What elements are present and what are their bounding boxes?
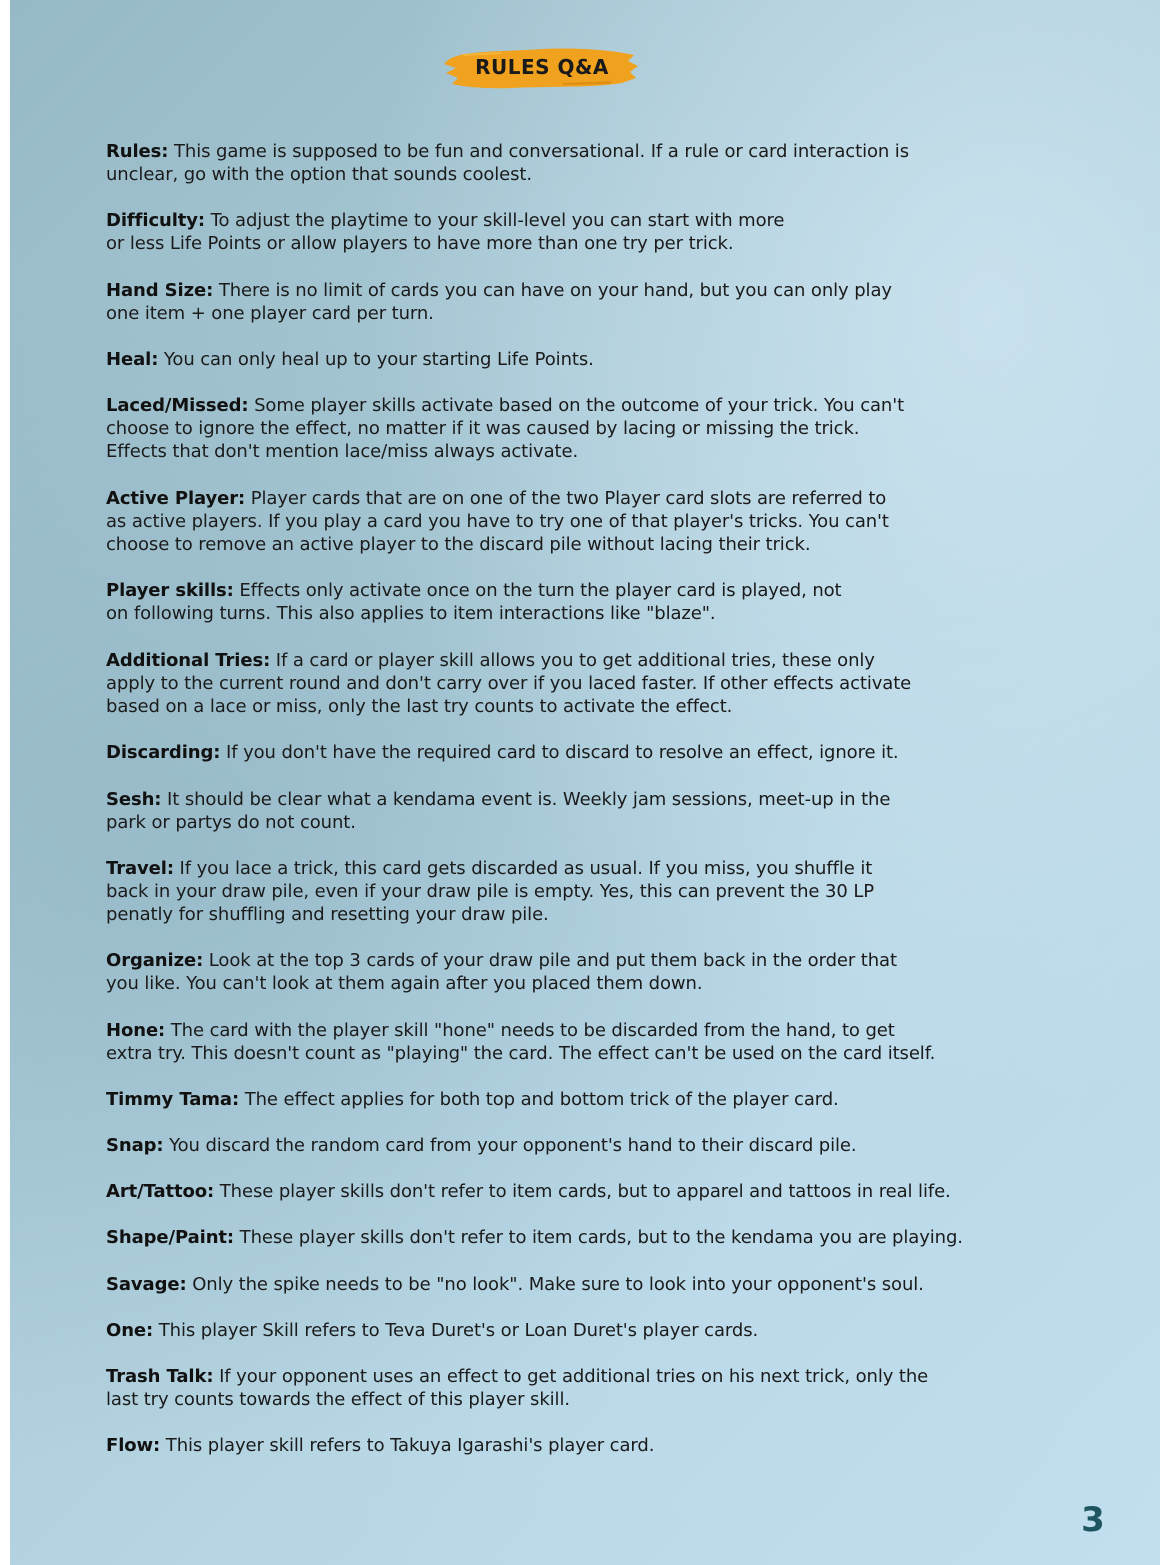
rule-text: one item + one player card per turn. bbox=[106, 303, 434, 325]
rule-text: If you don't have the required card to discard to resolve an effect, ignore it. bbox=[220, 742, 899, 763]
rule-sesh bbox=[106, 788, 1096, 834]
rule-text: park or partys do not count. bbox=[106, 812, 356, 834]
rule-text: This game is supposed to be fun and conversational. If a rule or card interaction is bbox=[168, 141, 909, 162]
rule-text: penatly for shuffling and resetting your draw pile. bbox=[106, 904, 549, 926]
rule-difficulty bbox=[106, 209, 1096, 255]
rule-text: apply to the current round and don't carry over if you laced faster. If other effects activate bbox=[106, 673, 912, 695]
rule-text: If you lace a trick, this card gets discarded as usual. If you miss, you shuffle it bbox=[173, 858, 873, 879]
rule-text: Only the spike needs to be "no look". Make sure to look into your opponent's soul. bbox=[186, 1274, 924, 1295]
page-title-banner bbox=[442, 42, 642, 94]
rule-term: Heal: bbox=[106, 349, 159, 370]
rule-term: Savage: bbox=[106, 1274, 187, 1295]
page-title: RULES Q&A bbox=[475, 55, 609, 79]
rule-term: Travel: bbox=[106, 858, 174, 879]
rule-text: Look at the top 3 cards of your draw pile and put them back in the order that bbox=[203, 950, 897, 971]
rule-text: The effect applies for both top and bottom trick of the player card. bbox=[239, 1089, 839, 1110]
rule-term: Sesh: bbox=[106, 789, 162, 810]
rule-text: Effects only activate once on the turn the player card is played, not bbox=[233, 580, 842, 601]
rule-text: You can only heal up to your starting Life Points. bbox=[158, 349, 594, 370]
rule-snap bbox=[106, 1134, 1096, 1157]
rule-term: Hone: bbox=[106, 1020, 166, 1041]
rule-trash-talk bbox=[106, 1365, 1096, 1411]
rule-term: Additional Tries: bbox=[106, 650, 271, 671]
rule-text: back in your draw pile, even if your draw pile is empty. Yes, this can prevent the 30 LP bbox=[106, 881, 875, 903]
rule-text: you like. You can't look at them again after you placed them down. bbox=[106, 973, 703, 995]
rule-timmy-tama bbox=[106, 1088, 1096, 1111]
rule-term: Timmy Tama: bbox=[106, 1089, 240, 1110]
rule-term: Difficulty: bbox=[106, 210, 206, 231]
rule-heal bbox=[106, 348, 1096, 371]
rule-text: There is no limit of cards you can have on your hand, but you can only play bbox=[213, 280, 892, 301]
rule-text: These player skills don't refer to item cards, but to apparel and tattoos in real life. bbox=[214, 1181, 951, 1202]
rule-travel bbox=[106, 857, 1096, 927]
rule-rules bbox=[106, 140, 1096, 186]
rule-text: last try counts towards the effect of this player skill. bbox=[106, 1389, 570, 1411]
rule-text: on following turns. This also applies to item interactions like "blaze". bbox=[106, 603, 716, 625]
rule-term: Player skills: bbox=[106, 580, 234, 601]
rule-text: extra try. This doesn't count as "playing" the card. The effect can't be used on the card itself. bbox=[106, 1043, 936, 1065]
rule-art-tattoo bbox=[106, 1180, 1096, 1203]
rule-text: It should be clear what a kendama event is. Weekly jam sessions, meet-up in the bbox=[161, 789, 891, 810]
rule-term: Art/Tattoo: bbox=[106, 1181, 215, 1202]
rule-text: or less Life Points or allow players to have more than one try per trick. bbox=[106, 233, 734, 255]
rule-shape-paint bbox=[106, 1226, 1096, 1249]
rule-term: Shape/Paint: bbox=[106, 1227, 235, 1248]
rule-organize bbox=[106, 949, 1096, 995]
rule-one bbox=[106, 1319, 1096, 1342]
rule-text: unclear, go with the option that sounds coolest. bbox=[106, 164, 532, 186]
rule-term: Hand Size: bbox=[106, 280, 214, 301]
rule-text: Player cards that are on one of the two Player card slots are referred to bbox=[245, 488, 887, 509]
page-margin-left bbox=[0, 0, 10, 1565]
rule-text: choose to ignore the effect, no matter if it was caused by lacing or missing the trick. bbox=[106, 418, 860, 440]
page-number: 3 bbox=[1081, 1500, 1105, 1540]
rule-term: Laced/Missed: bbox=[106, 395, 249, 416]
rule-text: If a card or player skill allows you to get additional tries, these only bbox=[270, 650, 875, 671]
rule-text: You discard the random card from your opponent's hand to their discard pile. bbox=[163, 1135, 857, 1156]
rule-term: Flow: bbox=[106, 1435, 161, 1456]
rule-text: as active players. If you play a card you have to try one of that player's tricks. You can't bbox=[106, 511, 889, 533]
rule-savage bbox=[106, 1273, 1096, 1296]
rule-term: Organize: bbox=[106, 950, 204, 971]
rule-text: If your opponent uses an effect to get additional tries on his next trick, only the bbox=[213, 1366, 929, 1387]
rules-page bbox=[10, 0, 1160, 1565]
rule-discarding bbox=[106, 741, 1096, 764]
rule-term: Rules: bbox=[106, 141, 169, 162]
rule-text: To adjust the playtime to your skill-level you can start with more bbox=[205, 210, 785, 231]
rule-flow bbox=[106, 1434, 1096, 1457]
rule-text: Effects that don't mention lace/miss always activate. bbox=[106, 441, 579, 463]
rule-term: Trash Talk: bbox=[106, 1366, 214, 1387]
rule-term: Snap: bbox=[106, 1135, 164, 1156]
rule-active-player bbox=[106, 487, 1096, 557]
rule-text: Some player skills activate based on the outcome of your trick. You can't bbox=[248, 395, 905, 416]
rule-laced-missed bbox=[106, 394, 1096, 464]
rule-text: The card with the player skill "hone" needs to be discarded from the hand, to get bbox=[165, 1020, 895, 1041]
page-margin-right bbox=[1160, 0, 1170, 1565]
rule-text: These player skills don't refer to item cards, but to the kendama you are playing. bbox=[234, 1227, 963, 1248]
rule-hand-size bbox=[106, 279, 1096, 325]
rule-text: based on a lace or miss, only the last try counts to activate the effect. bbox=[106, 696, 733, 718]
rule-player-skills bbox=[106, 579, 1096, 625]
rule-additional-tries bbox=[106, 649, 1096, 719]
rule-text: choose to remove an active player to the discard pile without lacing their trick. bbox=[106, 534, 811, 556]
rule-hone bbox=[106, 1019, 1096, 1065]
rule-term: One: bbox=[106, 1320, 154, 1341]
rule-term: Active Player: bbox=[106, 488, 246, 509]
rule-term: Discarding: bbox=[106, 742, 221, 763]
rule-text: This player Skill refers to Teva Duret's or Loan Duret's player cards. bbox=[153, 1320, 759, 1341]
rule-text: This player skill refers to Takuya Igarashi's player card. bbox=[160, 1435, 655, 1456]
